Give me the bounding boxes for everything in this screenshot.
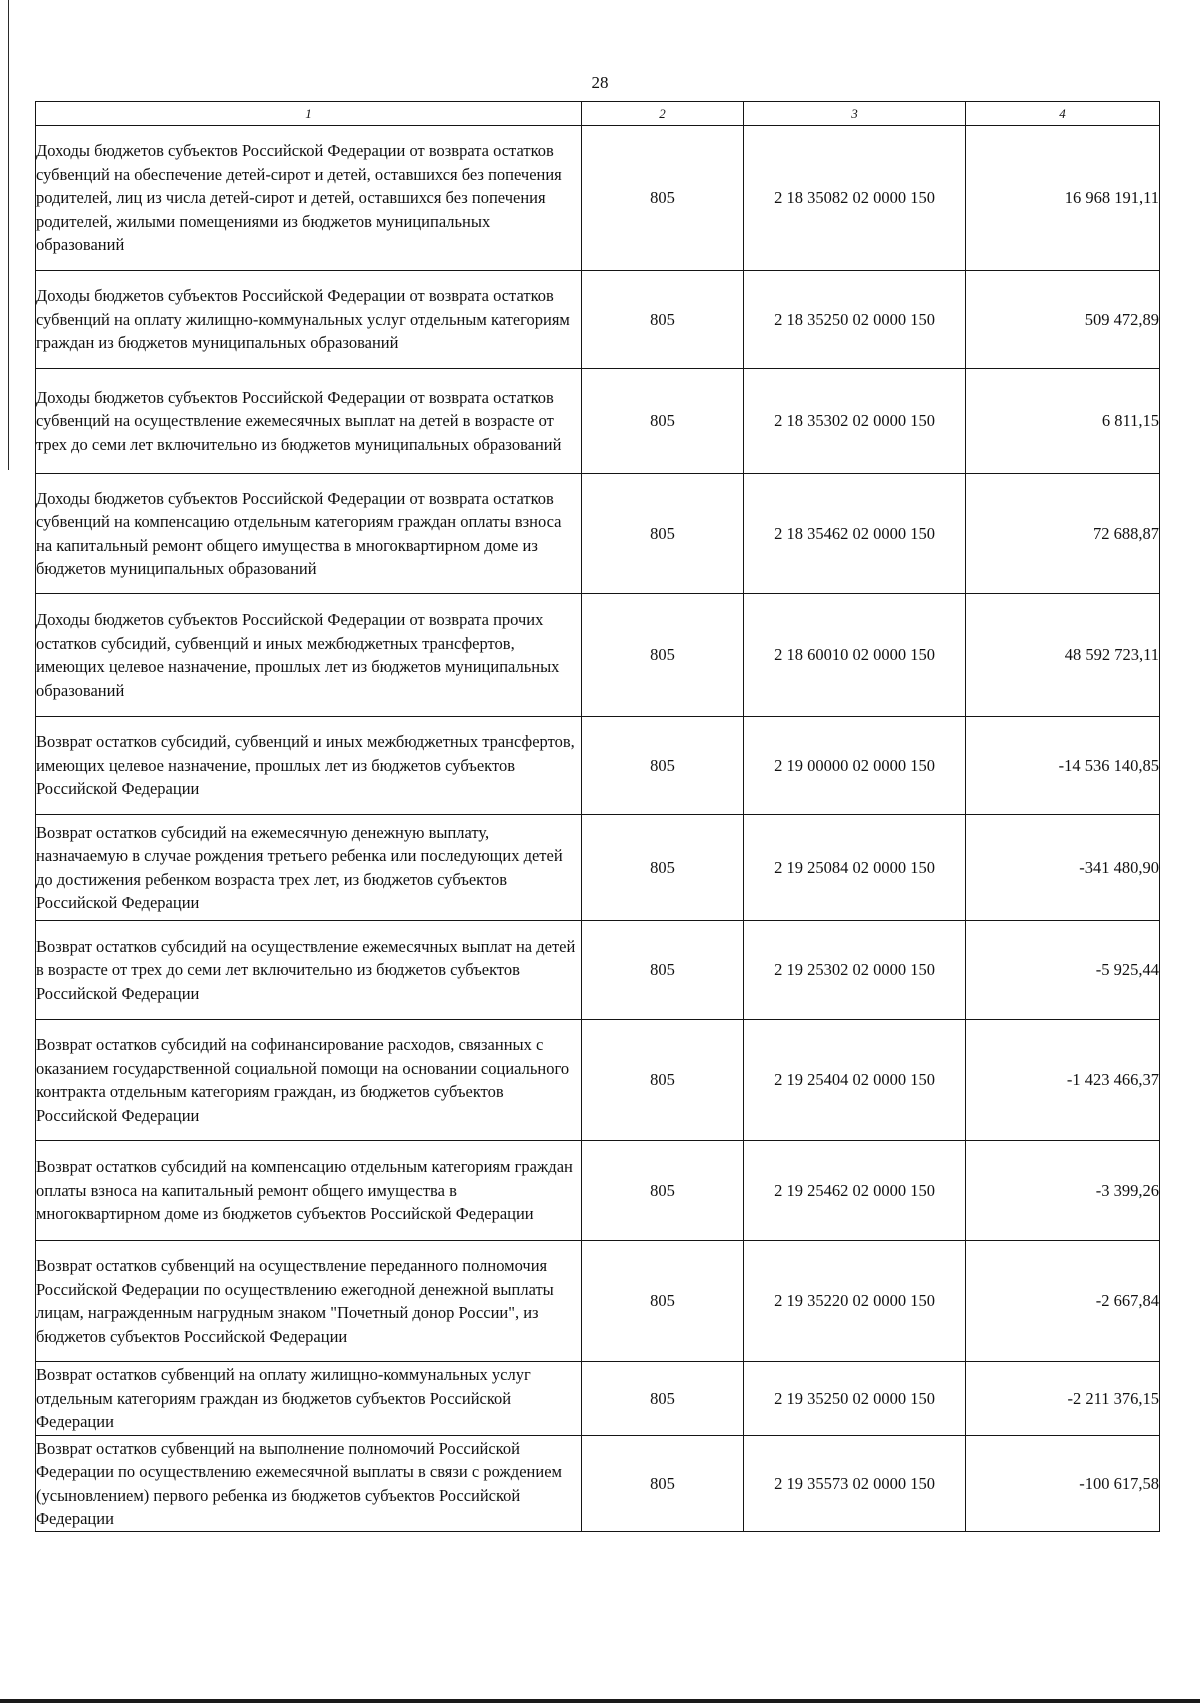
row-description: Возврат остатков субвенций на оплату жилищно-коммунальных услуг отдельным категориям граждан из бюджетов субъектов Российской Федерации <box>36 1362 582 1436</box>
row-admin-code: 805 <box>582 815 744 921</box>
table-row <box>36 271 1160 369</box>
table-row <box>36 369 1160 474</box>
row-description: Возврат остатков субсидий, субвенций и иных межбюджетных трансфертов, имеющих целевое назначение, прошлых лет из бюджетов субъектов Российской Федерации <box>36 717 582 815</box>
row-budget-code: 2 18 60010 02 0000 150 <box>744 594 966 717</box>
table-row <box>36 1436 1160 1532</box>
row-description: Доходы бюджетов субъектов Российской Федерации от возврата прочих остатков субсидий, субвенций и иных межбюджетных трансфертов, имеющих целевое назначение, прошлых лет из бюджетов муниципальных образований <box>36 594 582 717</box>
row-amount: -3 399,26 <box>966 1141 1160 1241</box>
row-budget-code: 2 18 35462 02 0000 150 <box>744 474 966 594</box>
row-budget-code: 2 19 25084 02 0000 150 <box>744 815 966 921</box>
row-admin-code: 805 <box>582 474 744 594</box>
row-description: Доходы бюджетов субъектов Российской Федерации от возврата остатков субвенций на оплату жилищно-коммунальных услуг отдельным категориям граждан из бюджетов муниципальных образований <box>36 271 582 369</box>
row-description: Возврат остатков субсидий на компенсацию отдельным категориям граждан оплаты взноса на капитальный ремонт общего имущества в многоквартирном доме из бюджетов субъектов Российской Федерации <box>36 1141 582 1241</box>
row-admin-code: 805 <box>582 1362 744 1436</box>
row-admin-code: 805 <box>582 717 744 815</box>
scan-edge-bottom <box>0 1699 1200 1703</box>
row-budget-code: 2 19 35250 02 0000 150 <box>744 1362 966 1436</box>
row-admin-code: 805 <box>582 369 744 474</box>
row-admin-code: 805 <box>582 594 744 717</box>
row-amount: 16 968 191,11 <box>966 126 1160 271</box>
row-budget-code: 2 18 35302 02 0000 150 <box>744 369 966 474</box>
row-amount: 6 811,15 <box>966 369 1160 474</box>
row-admin-code: 805 <box>582 921 744 1020</box>
table-row <box>36 1141 1160 1241</box>
row-budget-code: 2 18 35250 02 0000 150 <box>744 271 966 369</box>
table-header <box>36 102 1160 126</box>
row-amount: -100 617,58 <box>966 1436 1160 1532</box>
row-description: Доходы бюджетов субъектов Российской Федерации от возврата остатков субвенций на осуществление ежемесячных выплат на детей в возрасте от трех до семи лет включительно из бюджетов муниципальных образований <box>36 369 582 474</box>
row-description: Возврат остатков субсидий на софинансирование расходов, связанных с оказанием государственной социальной помощи на основании социального контракта отдельным категориям граждан, из бюджетов субъектов Российской Федерации <box>36 1020 582 1141</box>
row-amount: 48 592 723,11 <box>966 594 1160 717</box>
row-amount: -2 211 376,15 <box>966 1362 1160 1436</box>
row-budget-code: 2 19 35573 02 0000 150 <box>744 1436 966 1532</box>
column-header-3: 3 <box>744 102 966 126</box>
row-amount: -5 925,44 <box>966 921 1160 1020</box>
row-amount: -341 480,90 <box>966 815 1160 921</box>
budget-revenue-table <box>35 101 1160 1532</box>
page-number: 28 <box>591 73 609 92</box>
table-row <box>36 126 1160 271</box>
row-amount: 509 472,89 <box>966 271 1160 369</box>
table-body <box>36 126 1160 1532</box>
row-budget-code: 2 19 35220 02 0000 150 <box>744 1241 966 1362</box>
row-amount: -1 423 466,37 <box>966 1020 1160 1141</box>
table-row <box>36 815 1160 921</box>
row-description: Доходы бюджетов субъектов Российской Федерации от возврата остатков субвенций на компенсацию отдельным категориям граждан оплаты взноса на капитальный ремонт общего имущества в многоквартирном доме из бюджетов муниципальных образований <box>36 474 582 594</box>
row-admin-code: 805 <box>582 1020 744 1141</box>
row-admin-code: 805 <box>582 126 744 271</box>
row-amount: -2 667,84 <box>966 1241 1160 1362</box>
header-row <box>36 102 1160 126</box>
table-row <box>36 1241 1160 1362</box>
row-admin-code: 805 <box>582 271 744 369</box>
table-row <box>36 474 1160 594</box>
row-budget-code: 2 18 35082 02 0000 150 <box>744 126 966 271</box>
table-row <box>36 1362 1160 1436</box>
row-budget-code: 2 19 25404 02 0000 150 <box>744 1020 966 1141</box>
column-header-1: 1 <box>36 102 582 126</box>
row-description: Возврат остатков субсидий на осуществление ежемесячных выплат на детей в возрасте от трех до семи лет включительно из бюджетов субъектов Российской Федерации <box>36 921 582 1020</box>
row-admin-code: 805 <box>582 1141 744 1241</box>
row-description: Доходы бюджетов субъектов Российской Федерации от возврата остатков субвенций на обеспечение детей-сирот и детей, оставшихся без попечения родителей, лиц из числа детей-сирот и детей, оставшихся без попечения родителей, жилыми помещениями из бюджетов муниципальных образований <box>36 126 582 271</box>
row-amount: -14 536 140,85 <box>966 717 1160 815</box>
scan-edge-left <box>8 0 9 470</box>
table-row <box>36 594 1160 717</box>
row-budget-code: 2 19 25462 02 0000 150 <box>744 1141 966 1241</box>
row-amount: 72 688,87 <box>966 474 1160 594</box>
table-row <box>36 717 1160 815</box>
row-description: Возврат остатков субвенций на выполнение полномочий Российской Федерации по осуществлению ежемесячной выплаты в связи с рождением (усыновлением) первого ребенка из бюджетов субъектов Российской Федерации <box>36 1436 582 1532</box>
row-admin-code: 805 <box>582 1436 744 1532</box>
table-row <box>36 921 1160 1020</box>
row-description: Возврат остатков субвенций на осуществление переданного полномочия Российской Федерации по осуществлению ежегодной денежной выплаты лицам, награжденным нагрудным знаком "Почетный донор России", из бюджетов субъектов Российской Федерации <box>36 1241 582 1362</box>
column-header-2: 2 <box>582 102 744 126</box>
row-budget-code: 2 19 25302 02 0000 150 <box>744 921 966 1020</box>
row-budget-code: 2 19 00000 02 0000 150 <box>744 717 966 815</box>
table-row <box>36 1020 1160 1141</box>
column-header-4: 4 <box>966 102 1160 126</box>
row-admin-code: 805 <box>582 1241 744 1362</box>
row-description: Возврат остатков субсидий на ежемесячную денежную выплату, назначаемую в случае рождения третьего ребенка или последующих детей до достижения ребенком возраста трех лет, из бюджетов субъектов Российской Федерации <box>36 815 582 921</box>
